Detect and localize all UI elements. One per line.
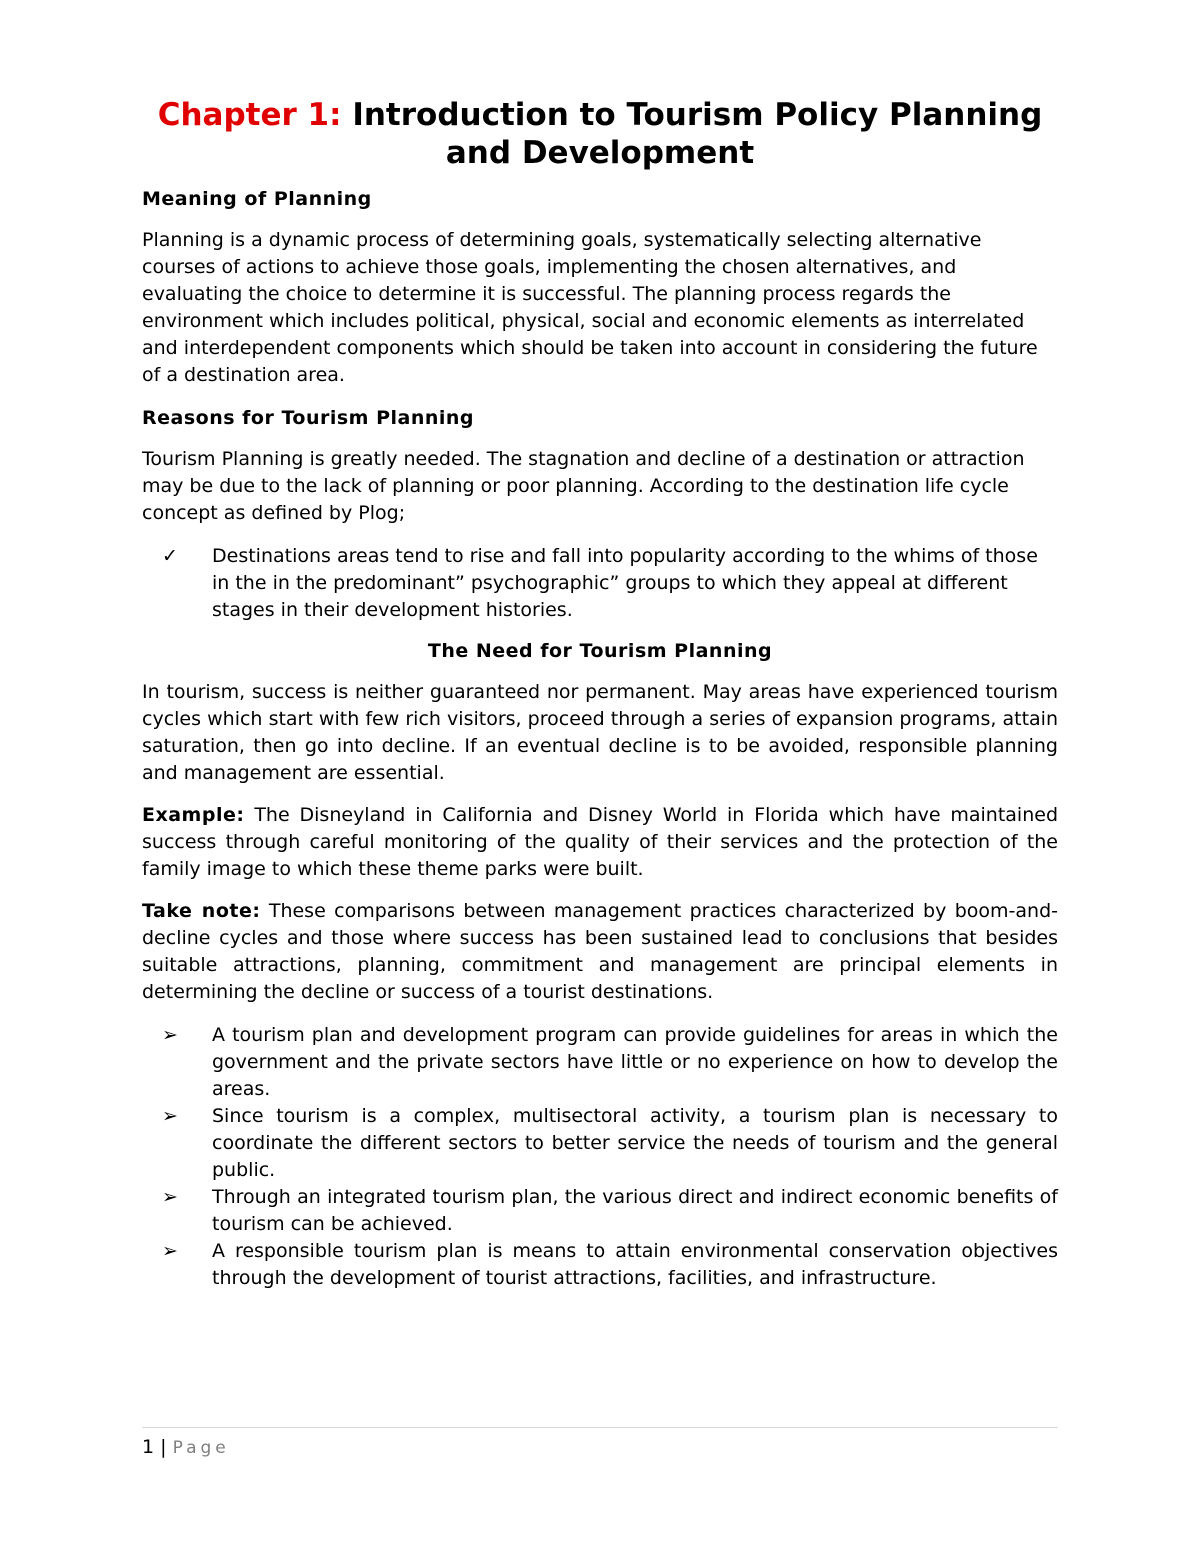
paragraph-need: In tourism, success is neither guaranteed nor permanent. May areas have experienced tourism cycles which start with few rich visitors, proceed through a series of expansion programs, attain saturation, then go into decline. If an eventual decline is to be avoided, responsible planning and management are essential. (142, 681, 1058, 784)
list-item-text: Destinations areas tend to rise and fall into popularity according to the whims of those in the in the predominant” psychographic” groups to which they appeal at different stages in their development histories. (212, 545, 1038, 621)
checkmark-icon: ✓ (162, 545, 178, 567)
arrow-bullet-icon: ➢ (162, 1105, 178, 1127)
note-label: Take note: (142, 900, 261, 922)
arrow-list (142, 1022, 1058, 1292)
footer-separator: | (160, 1436, 167, 1458)
document-page (142, 96, 1058, 1292)
page-label: Page (172, 1438, 230, 1458)
list-item-text: A responsible tourism plan is means to attain environmental conservation objectives through the development of tourist attractions, facilities, and infrastructure. (212, 1240, 1058, 1289)
example-text: The Disneyland in California and Disney World in Florida which have maintained success through careful monitoring of the quality of their services and the protection of the family image to which these theme parks were built. (142, 804, 1059, 880)
paragraph-meaning: Planning is a dynamic process of determining goals, systematically selecting alternative courses of actions to achieve those goals, implementing the chosen alternatives, and evaluating the choice to determine it is successful. The planning process regards the environment which includes political, physical, social and economic elements as interrelated and interdependent components which should be taken into account in considering the future of a destination area. (142, 229, 1038, 386)
list-item (142, 543, 1058, 624)
heading-meaning: Meaning of Planning (142, 188, 372, 210)
check-list (142, 543, 1058, 624)
list-item (142, 1103, 1058, 1184)
list-item-text: Through an integrated tourism plan, the various direct and indirect economic benefits of tourism can be achieved. (212, 1186, 1058, 1235)
list-item-text: A tourism plan and development program can provide guidelines for areas in which the government and the private sectors have little or no experience on how to develop the areas. (212, 1024, 1058, 1100)
paragraph-example (142, 802, 1058, 883)
paragraph-note (142, 898, 1058, 1006)
list-item (142, 1238, 1058, 1292)
list-item-text: Since tourism is a complex, multisectoral activity, a tourism plan is necessary to coordinate the different sectors to better service the needs of tourism and the general public. (212, 1105, 1058, 1181)
heading-need: The Need for Tourism Planning (427, 640, 773, 662)
heading-reasons: Reasons for Tourism Planning (142, 407, 475, 429)
example-label: Example: (142, 804, 245, 826)
chapter-label: Chapter 1: (157, 97, 342, 133)
arrow-bullet-icon: ➢ (162, 1186, 178, 1208)
list-item (142, 1022, 1058, 1103)
page-footer (142, 1427, 1058, 1462)
page-number: 1 (142, 1436, 155, 1458)
list-item (142, 1184, 1058, 1238)
page-title (142, 96, 1058, 172)
note-text: These comparisons between management practices characterized by boom-and-decline cycles and those where success has been sustained lead to conclusions that besides suitable attractions, planning, commitment and management are principal elements in determining the decline or success of a tourist destinations. (142, 900, 1059, 1003)
paragraph-reasons: Tourism Planning is greatly needed. The stagnation and decline of a destination or attraction may be due to the lack of planning or poor planning. According to the destination life cycle concept as defined by Plog; (142, 448, 1025, 524)
chapter-title: Introduction to Tourism Policy Planning and Development (352, 97, 1043, 171)
arrow-bullet-icon: ➢ (162, 1024, 178, 1046)
arrow-bullet-icon: ➢ (162, 1240, 178, 1262)
